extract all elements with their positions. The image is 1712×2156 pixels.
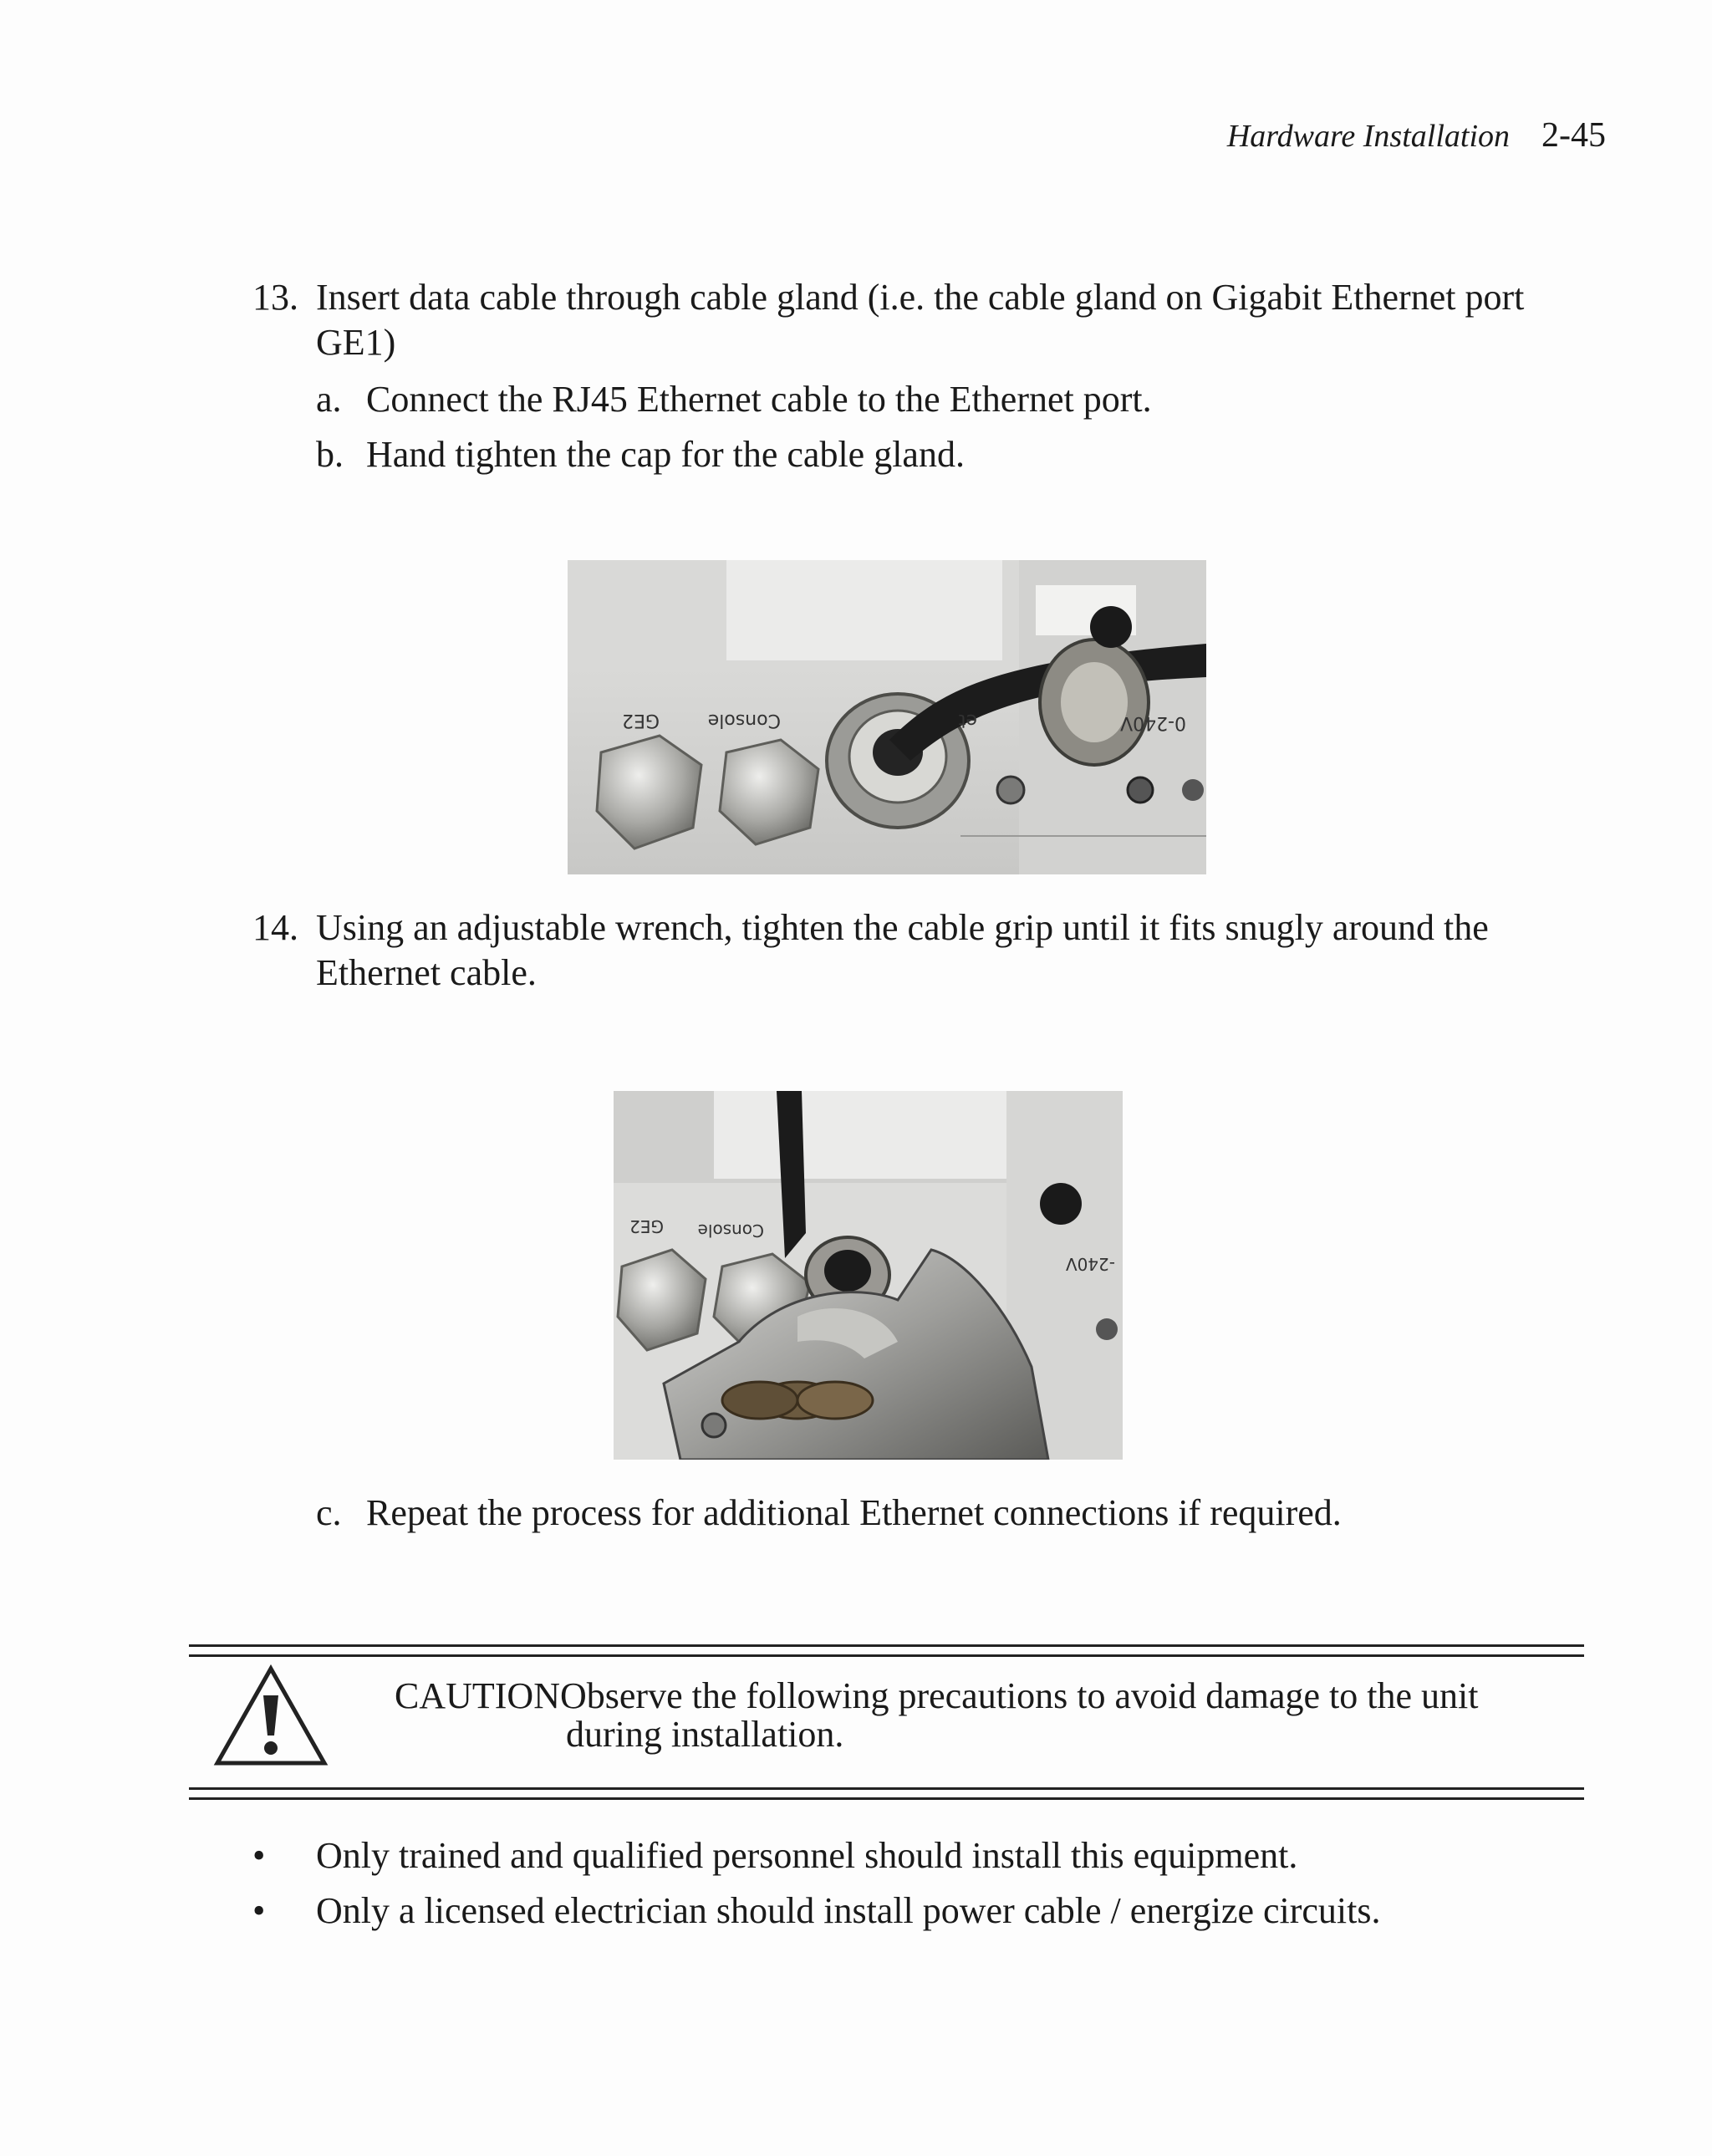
caution-line-2: during installation. bbox=[566, 1714, 844, 1755]
substep-b bbox=[316, 432, 1486, 477]
substep-text: Hand tighten the cap for the cable gland. bbox=[366, 434, 965, 475]
substep-letter: c. bbox=[316, 1492, 342, 1533]
bullet-item bbox=[252, 1888, 1590, 1934]
photo2-label-ge2: GE2 bbox=[629, 1216, 664, 1236]
caution-line-1 bbox=[395, 1676, 1478, 1716]
photo1-label-voltage: 0-240V bbox=[1120, 712, 1186, 733]
cable-gland-photo-illustration bbox=[568, 560, 1206, 874]
bullet-item bbox=[252, 1833, 1590, 1878]
caution-label: CAUTION bbox=[395, 1675, 560, 1716]
photo2-label-voltage: -240V bbox=[1065, 1254, 1115, 1274]
caution-message: Observe the following precautions to avoid damage to the unit bbox=[559, 1675, 1479, 1716]
step-text: Insert data cable through cable gland (i.e. the cable gland on Gigabit Ethernet port GE1) bbox=[316, 277, 1525, 363]
substep-c bbox=[316, 1491, 1570, 1536]
substep-letter: a. bbox=[316, 379, 342, 420]
photo1-label-ge2: GE2 bbox=[622, 710, 660, 731]
caution-bottom-rule-1 bbox=[189, 1787, 1584, 1790]
cable-gland-photo bbox=[568, 560, 1206, 874]
wrench-photo-illustration bbox=[614, 1091, 1123, 1460]
step-number: 14. bbox=[252, 907, 298, 948]
step-text: Using an adjustable wrench, tighten the cable grip until it fits snugly around the Ethernet cable. bbox=[316, 907, 1489, 993]
header-section-title: Hardware Installation bbox=[1226, 119, 1510, 154]
bullet-text: Only trained and qualified personnel should install this equipment. bbox=[316, 1835, 1298, 1876]
substep-text: Connect the RJ45 Ethernet cable to the Ethernet port. bbox=[366, 379, 1152, 420]
substep-text: Repeat the process for additional Ethernet connections if required. bbox=[366, 1492, 1342, 1533]
photo2-label-console: Console bbox=[697, 1221, 764, 1241]
photo1-label-et: et bbox=[958, 710, 977, 731]
caution-top-rule-1 bbox=[189, 1644, 1584, 1647]
substep-letter: b. bbox=[316, 434, 344, 475]
substep-a bbox=[316, 377, 1486, 422]
photo1-label-console: Console bbox=[707, 710, 781, 731]
warning-triangle-icon bbox=[212, 1664, 329, 1768]
bullet-glyph: • bbox=[252, 1890, 266, 1931]
wrench-photo bbox=[614, 1091, 1123, 1460]
warning-triangle-icon-svg bbox=[212, 1664, 329, 1768]
step-13 bbox=[252, 275, 1590, 367]
caution-bottom-rule-2 bbox=[189, 1797, 1584, 1800]
step-number: 13. bbox=[252, 277, 298, 318]
header-page-number: 2-45 bbox=[1541, 116, 1606, 155]
step-14 bbox=[252, 905, 1590, 997]
running-header bbox=[1227, 115, 1606, 155]
bullet-text: Only a licensed electrician should install power cable / energize circuits. bbox=[316, 1890, 1381, 1931]
bullet-glyph: • bbox=[252, 1835, 266, 1876]
caution-top-rule-2 bbox=[189, 1654, 1584, 1657]
